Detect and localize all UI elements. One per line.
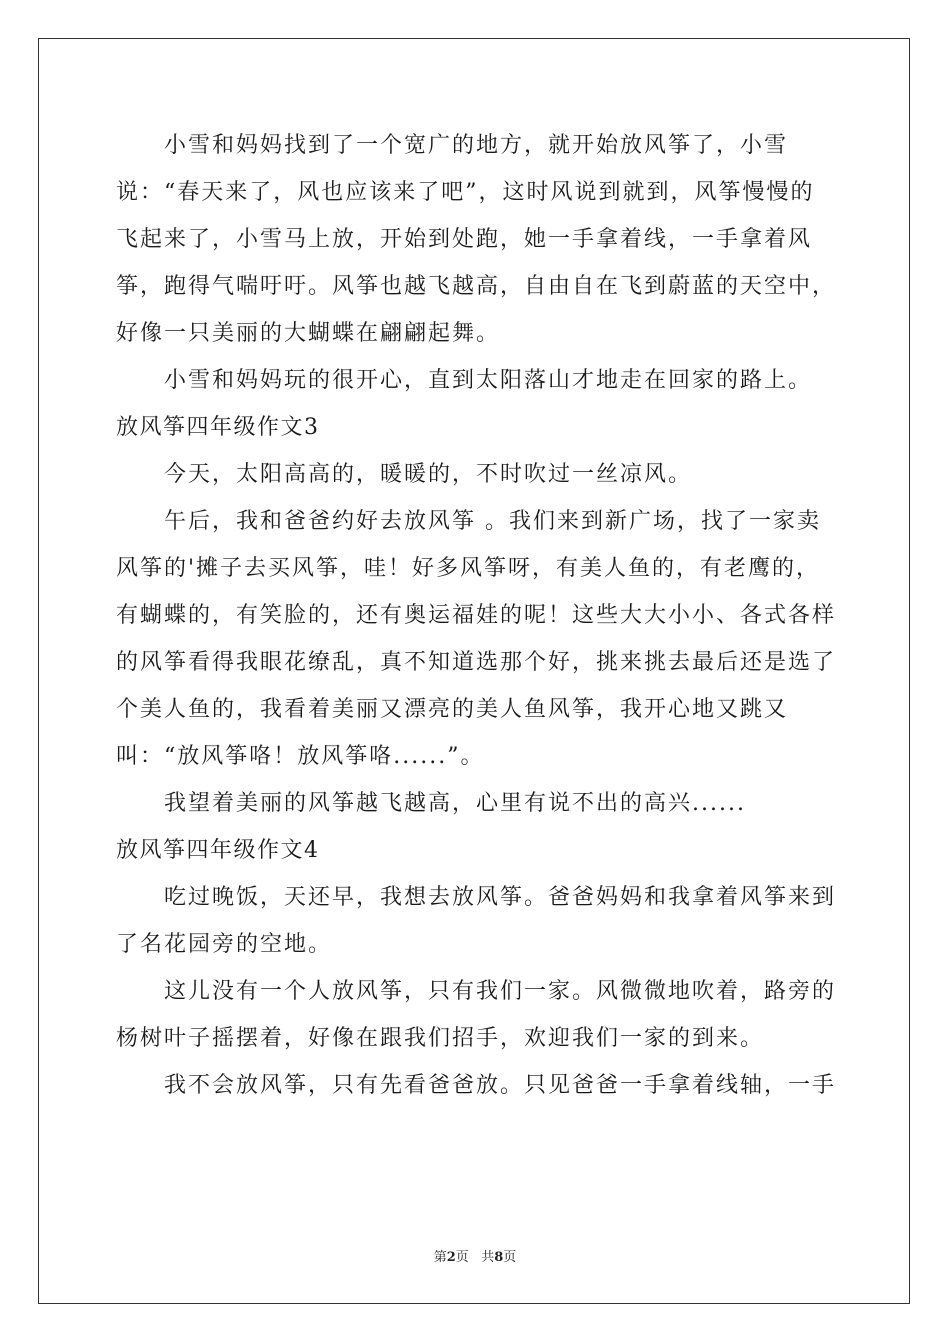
paragraph: 我望着美丽的风筝越飞越高，心里有说不出的高兴......	[164, 791, 746, 816]
document-body	[116, 122, 836, 1109]
paragraph: 我不会放风筝，只有先看爸爸放。只见爸爸一手拿着线轴，一手	[164, 1073, 837, 1098]
footer-total-suffix: 页	[503, 1250, 517, 1265]
footer-prefix: 第	[433, 1250, 447, 1265]
total-page-number: 8	[494, 1250, 504, 1265]
paragraph: 这儿没有一个人放风筝，只有我们一家。风微微地吹着，路旁的杨树叶子摇摆着，好像在跟我们招手，欢迎我们一家的到来。	[116, 979, 837, 1051]
paragraph: 今天，太阳高高的，暖暖的，不时吹过一丝凉风。	[164, 462, 693, 487]
footer-total-prefix: 共	[481, 1250, 495, 1265]
page-footer	[0, 1246, 950, 1265]
footer-page-suffix: 页	[455, 1250, 469, 1265]
paragraph: 小雪和妈妈找到了一个宽广的地方，就开始放风筝了，小雪说：“春天来了，风也应该来了吧”，这时风说到就到，风筝慢慢的飞起来了，小雪马上放，开始到处跑，她一手拿着线，一手拿着风筝，跑得气喘吁吁。风筝也越飞越高，自由自在飞到蔚蓝的天空中，好像一只美丽的大蝴蝶在翩翩起舞。	[116, 133, 837, 346]
paragraph: 小雪和妈妈玩的很开心，直到太阳落山才地走在回家的路上。	[164, 368, 813, 393]
section-heading: 放风筝四年级作文4	[116, 838, 320, 863]
section-heading: 放风筝四年级作文3	[116, 415, 320, 440]
current-page-number: 2	[446, 1250, 456, 1265]
paragraph: 午后，我和爸爸约好去放风筝 。我们来到新广场，找了一家卖风筝的'摊子去买风筝，哇！好多风筝呀，有美人鱼的，有老鹰的，有蝴蝶的，有笑脸的，还有奥运福娃的呢！这些大大小小、各式各样的风筝看得我眼花缭乱，真不知道选那个好，挑来挑去最后还是选了个美人鱼的，我看着美丽又漂亮的美人鱼风筝，我开心地又跳又叫：“放风筝咯！放风筝咯......”。	[116, 509, 837, 769]
paragraph: 吃过晚饭，天还早，我想去放风筝。爸爸妈妈和我拿着风筝来到了名花园旁的空地。	[116, 885, 837, 957]
